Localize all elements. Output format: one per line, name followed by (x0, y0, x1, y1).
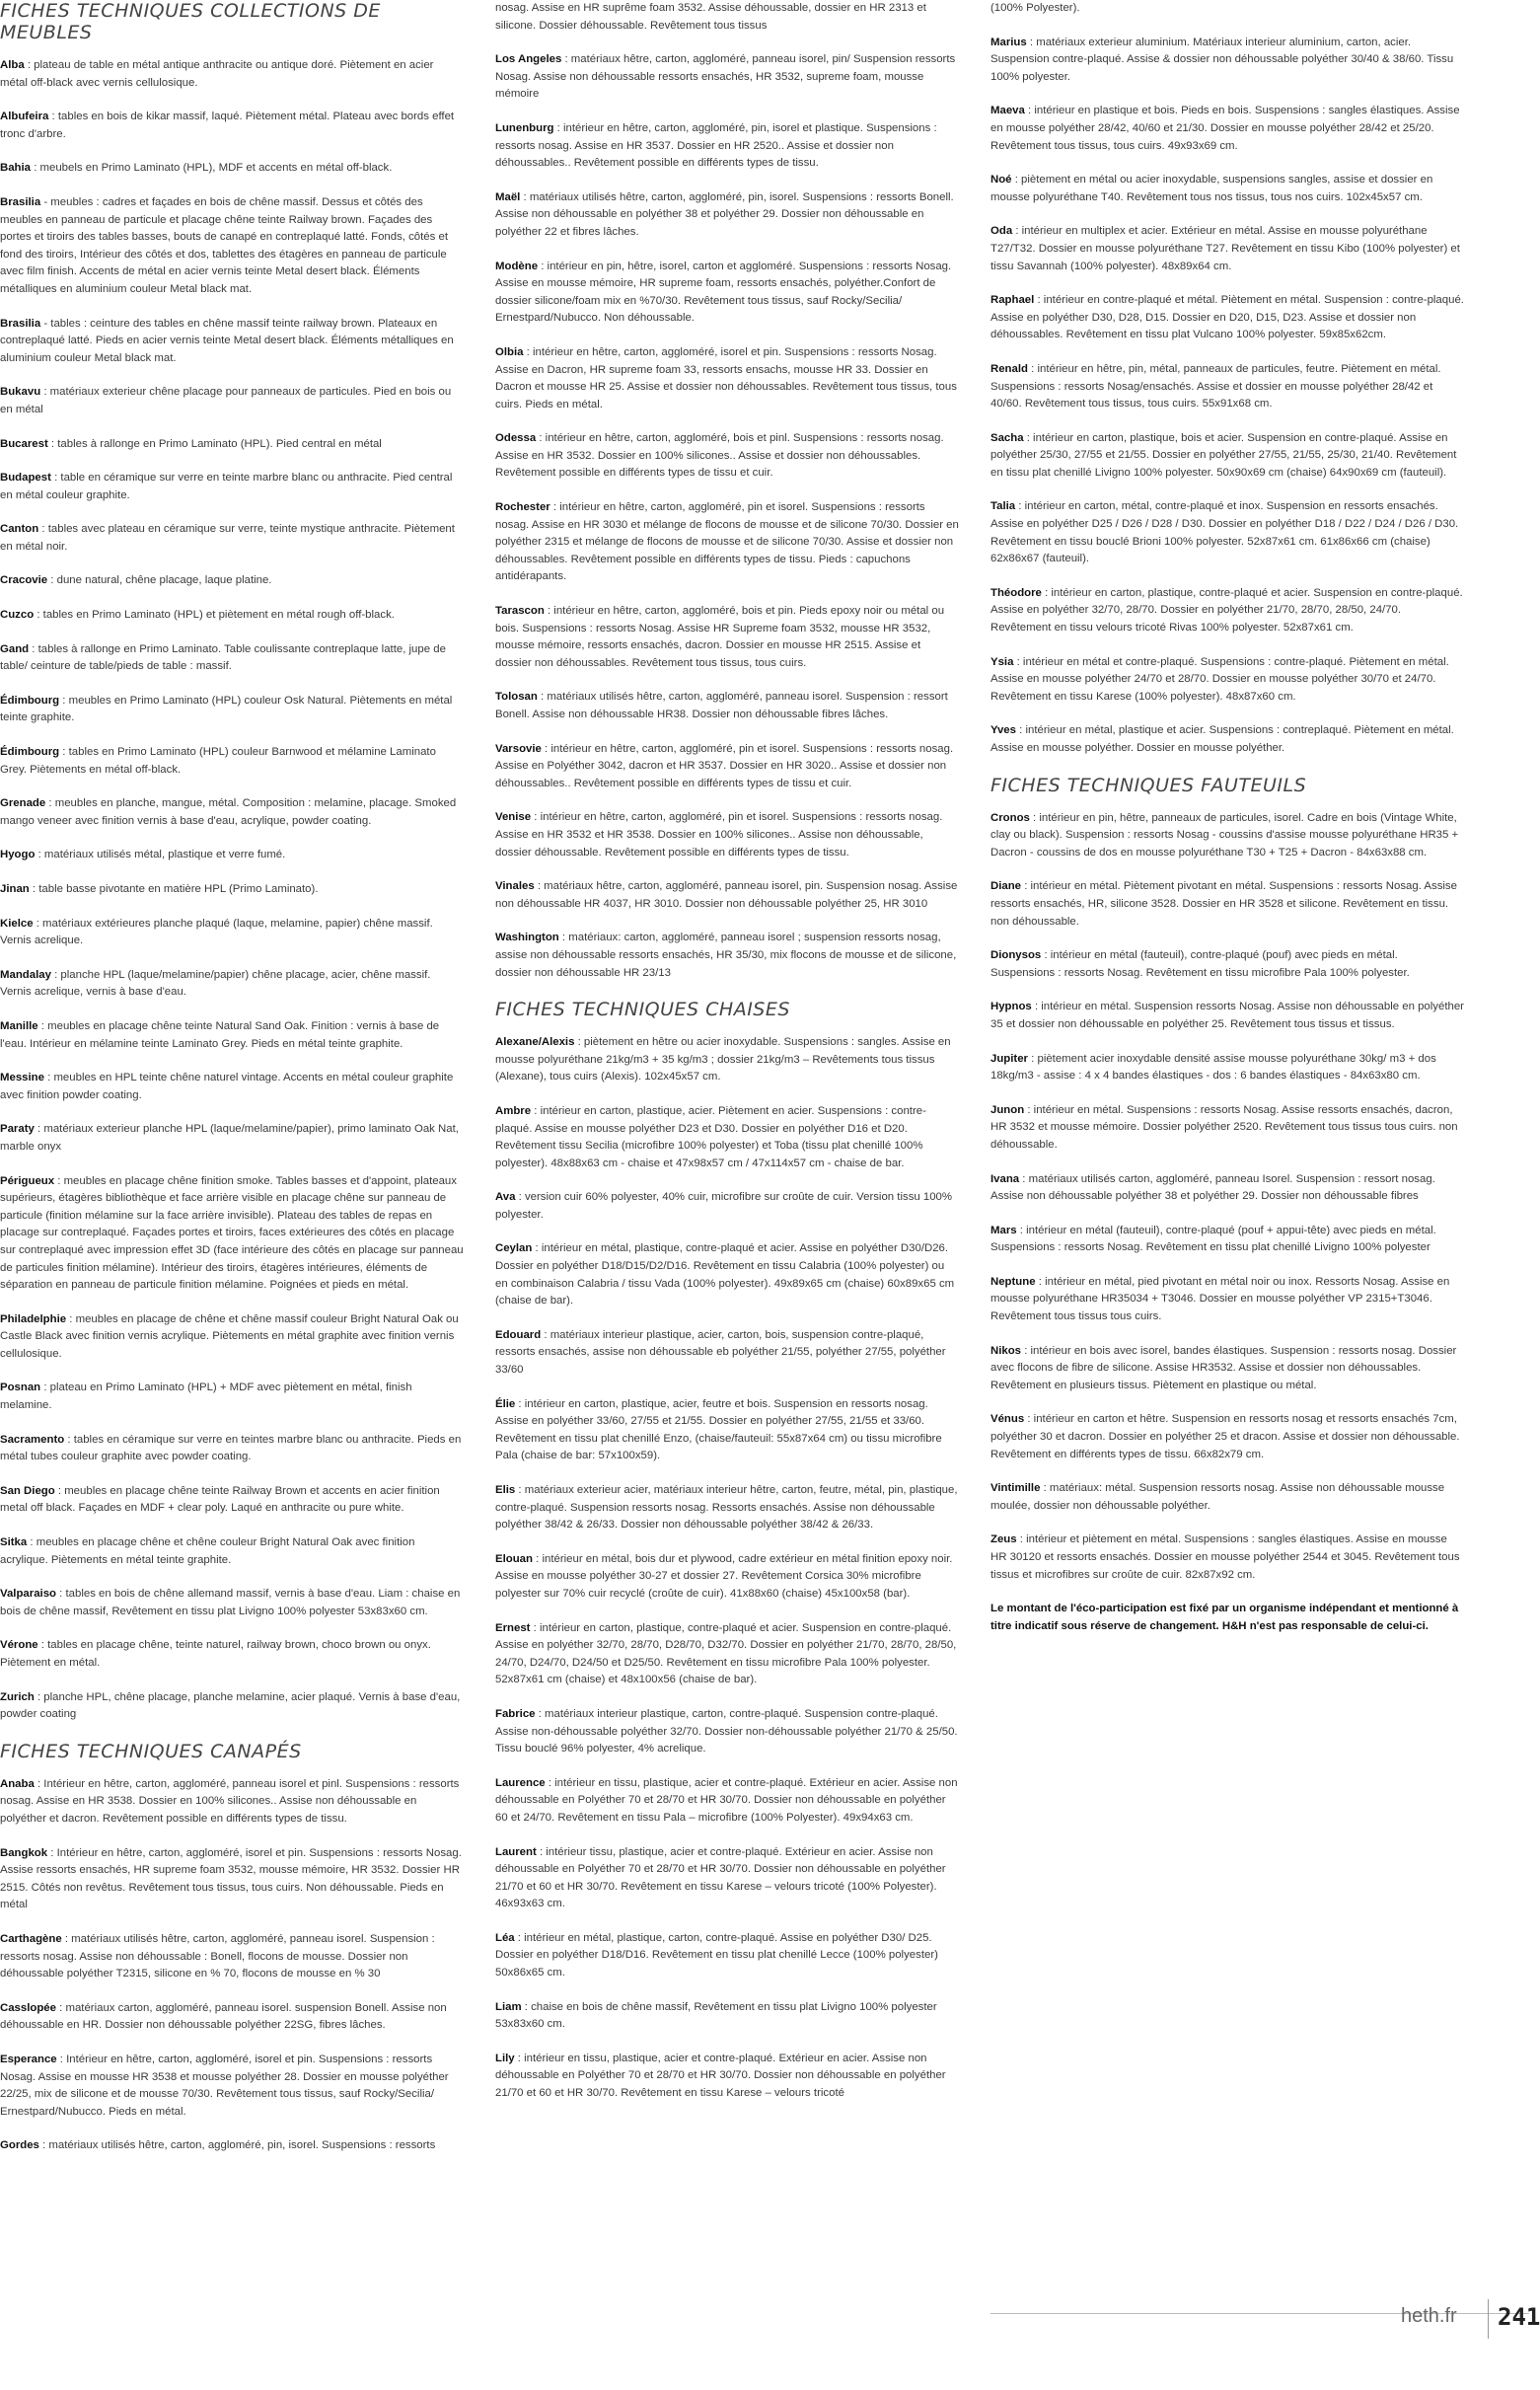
product-description: : meubles en placage chêne et chêne couleur Bright Natural Oak avec finition acrylique. Piètements en métal teinte graphite. (0, 1536, 415, 1566)
product-name: Fabrice (495, 1707, 536, 1720)
product-entry (0, 1776, 464, 1829)
product-entry (990, 103, 1464, 155)
product-name: Lily (495, 2052, 515, 2064)
product-description: : matériaux utilisés carton, aggloméré, panneau Isorel. Suspension : ressort nosag. Assise non déhoussable polyéther 38 et polyéther 29. Dossier non déhoussable fibres (990, 1172, 1435, 1203)
product-name: Renald (990, 362, 1028, 375)
product-entry (495, 1034, 959, 1086)
product-description: : table en céramique sur verre en teinte marbre blanc ou anthracite. Pied central en métal couleur graphite. (0, 472, 453, 501)
product-entry (0, 160, 464, 178)
product-name: Neptune (990, 1275, 1036, 1288)
product-name: Kielce (0, 917, 34, 930)
product-name: Périgueux (0, 1174, 55, 1187)
product-description: - tables : ceinture des tables en chêne massif teinte railway brown. Plateaux en contreplaqué latté. Pieds en acier vernis teinte Metal desert black. Éléments métalliques en aluminium couleur Metal black mat. (0, 317, 454, 364)
product-name: Mandalay (0, 968, 51, 981)
product-name: Elis (495, 1484, 516, 1496)
product-description: : intérieur en métal, pied pivotant en métal noir ou inox. Ressorts Nosag. Assise en mousse polyuréthane HR35034 + T3046. Dossier en mousse polyéther VP 2315+T3046. Revêtement tous tissus tous cuirs. (990, 1275, 1450, 1323)
product-name: Laurent (495, 1845, 537, 1858)
product-description: : tables en placage chêne, teinte naturel, railway brown, choco brown ou onyx. Piètement en métal. (0, 1639, 431, 1669)
product-name: San Diego (0, 1484, 55, 1497)
column-right (990, 0, 1464, 1635)
product-name: Washington (495, 932, 559, 944)
product-name: Paraty (0, 1123, 35, 1136)
product-name: Mars (990, 1224, 1017, 1236)
product-description: : matériaux hêtre, carton, aggloméré, panneau isorel, pin. Suspension nosag. Assise non déhoussable HR 4037, HR 3010. Dossier non déhoussable polyéther 25, HR 3010 (495, 880, 958, 910)
product-entry (495, 1844, 959, 1913)
product-description: : intérieur en hêtre, carton, aggloméré, pin et isorel. Suspensions : ressorts nosag. Assise en Polyéther 3042, dacron et HR 3537. Dossier en HR 3020.. Assise et dossier non déhoussables.. Revêtement possible en différents types de tissu et cuir. (495, 742, 954, 789)
product-entry (0, 1173, 464, 1295)
product-entry (495, 809, 959, 861)
product-description: : matériaux utilisés hêtre, carton, aggloméré, panneau isorel. Suspension : ressorts nosag. Assise non déhoussable : Bonell, flocons de mousse. Dossier non déhoussable polyéther T2315, silicone en % 70, flocons de mousse en % 30 (0, 1932, 435, 1980)
product-name: Ambre (495, 1104, 532, 1117)
product-description: : tables en Primo Laminato (HPL) couleur Barnwood et mélamine Laminato Grey. Piètements en métal off-black. (0, 746, 436, 776)
product-description: : intérieur en tissu, plastique, acier et contre-plaqué. Extérieur en acier. Assise non déhoussable en Polyéther 70 et 28/70 et HR 30/70. Dossier non déhoussable en polyéther 60 et 24/70. Revêtement en tissu Pala – microfibre (100% Polyester). 49x94x63 cm. (495, 1776, 958, 1824)
product-name: Marius (990, 36, 1027, 48)
product-description: - meubles : cadres et façades en bois de chêne massif. Dessus et côtés des meubles en panneau de particule et placage chêne teinte Railway brown. Façades des portes et tiroirs des tables basses, bouts de canapé en contreplaqué latté. Fonds, côtés et fond des tiroirs, Intérieur des côtés et dos, tablettes des étagères en panneau de particule avec film finish. Accents de métal en acier vernis teinte Metal desert black. Éléments métalliques en aluminium couleur Metal black mat. (0, 195, 449, 295)
product-name: Édimbourg (0, 694, 60, 707)
product-entry (495, 1103, 959, 1172)
product-name: Ysia (990, 655, 1014, 668)
product-name: Manille (0, 1019, 38, 1032)
product-name: Varsovie (495, 742, 542, 755)
product-name: Ernest (495, 1621, 531, 1634)
product-description: : intérieur en tissu, plastique, acier et contre-plaqué. Extérieur en acier. Assise non déhoussable en Polyéther 70 et 28/70 et HR 30/70. Dossier non déhoussable en polyéther 21/70 et 60 et HR 30/70. Revêtement en tissu Karese – velours tricoté (495, 2052, 946, 2100)
product-name: Vinales (495, 880, 535, 893)
product-name: Léa (495, 1931, 515, 1944)
product-description: : planche HPL (laque/melamine/papier) chêne placage, acier, chêne massif. Vernis acrelique, vernis à base d'eau. (0, 968, 431, 999)
product-entry (0, 1845, 464, 1914)
product-entry (495, 259, 959, 328)
product-name: Junon (990, 1103, 1025, 1116)
product-name: Messine (0, 1072, 44, 1084)
product-description: : piètement acier inoxydable densité assise mousse polyuréthane 30kg/ m3 + dos 18kg/m3 - assise : 4 x 4 bandes élastiques - dos : 6 bandes élastiques - 84x63x80 cm. (990, 1052, 1436, 1083)
product-name: Tarascon (495, 605, 545, 618)
product-name: Esperance (0, 2053, 57, 2065)
product-entry (0, 1432, 464, 1466)
product-name: Sacha (990, 431, 1024, 444)
product-entry (495, 878, 959, 913)
product-entry (990, 1051, 1464, 1085)
product-description: : intérieur en carton, plastique, contre-plaqué et acier. Suspension en contre-plaqué. Assise en polyéther 32/70, 28/70. Dossier en polyéther 21/70, 28/70, 28/50, 24/70. Revêtement en tissu velours tricoté Rivas 100% polyester. 52x87x61 cm. (990, 586, 1463, 635)
product-entry (495, 1620, 959, 1689)
product-description: : matériaux interieur plastique, acier, carton, bois, suspension contre-plaqué, ressorts ensachés, assise non déhoussable eb polyéther 21/55, polyéther 27/55, polyéther 33/60 (495, 1328, 946, 1377)
product-description: : intérieur en carton, métal, contre-plaqué et inox. Suspension en ressorts ensachés. Assise en polyéther D25 / D26 / D28 / D30. Dossier en polyéther D18 / D22 / D24 / D26 / D30. Revêtement en tissu bouclé Brioni 100% polyester. 52x87x61 cm. 61x86x66 cm (chaise) 62x86x67 (fauteuil). (990, 500, 1459, 565)
product-name: Yves (990, 724, 1016, 737)
product-name: Rochester (495, 501, 550, 514)
product-entry (495, 1327, 959, 1380)
product-description: : matériaux utilisés métal, plastique et verre fumé. (35, 849, 286, 861)
product-description: : planche HPL, chêne placage, planche melamine, acier plaqué. Vernis à base d'eau, powder coating (0, 1690, 461, 1721)
product-description: : matériaux interieur plastique, carton, contre-plaqué. Suspension contre-plaqué. Assise non-déhoussable polyéther 32/70. Dossier non-déhoussable polyéther 21/70 & 25/50. Tissu bouclé 96% polyester, 4% acrelique. (495, 1707, 958, 1755)
product-description: : intérieur en hêtre, carton, aggloméré, pin, isorel et plastique. Suspensions : ressorts nosag. Assise en HR 3537. Dossier en HR 2520.. Assise et dossier non déhoussables.. Revêtement possible en différents types de tissu. (495, 121, 937, 170)
product-description: : matériaux utilisés hêtre, carton, aggloméré, pin, isorel. Suspensions : ressorts (38, 2139, 436, 2152)
product-name: Bucarest (0, 437, 48, 450)
product-name: Carthagène (0, 1932, 62, 1945)
product-name: Noé (990, 174, 1012, 187)
product-description: : matériaux: carton, aggloméré, panneau isorel ; suspension ressorts nosag, assise non déhoussable ressorts ensachés, HR 35/30, mix flocons de mousse et de silicone, dossier non déhoussable HR 23/13 (495, 932, 957, 979)
product-description: : tables à rallonge en Primo Laminato (HPL). Pied central en métal (47, 437, 382, 450)
product-description: : intérieur en hêtre, carton, aggloméré, pin et isorel. Suspensions : ressorts nosag. Assise en HR 3532 et HR 3538. Dossier en 100% silicones.. Assise non déhoussable, dossier déhoussable. Revêtement possible en différents types de tissu. (495, 811, 943, 859)
product-name: Talia (990, 500, 1016, 513)
product-description: nosag. Assise en HR suprême foam 3532. Assise déhoussable, dossier en HR 2313 et silicone. Dossier déhoussable. Revêtement tous tissus (495, 2, 926, 32)
product-entry (0, 2137, 464, 2155)
product-entry (0, 641, 464, 676)
product-description: : intérieur en métal, plastique, carton, contre-plaqué. Assise en polyéther D30/ D25. Dossier en polyéther D18/D16. Revêtement en tissu plat chenillé Lecce (100% polyester) 50x86x65 cm. (495, 1931, 938, 1979)
product-description: : intérieur en pin, hêtre, panneaux de particules, isorel. Cadre en bois (Vintage White, clay ou black). Suspension : ressorts Nosag - coussins d'assise mousse polyuréthane HR35 + Dacron - coussins de dos en mousse polyuréthane T30 + T25 + Dacron - 84x63x88 cm. (990, 811, 1459, 859)
product-description: : plateau en Primo Laminato (HPL) + MDF avec piètement en métal, finish melamine. (0, 1382, 412, 1412)
product-entry (0, 521, 464, 556)
product-entry (0, 109, 464, 143)
product-entry (0, 1311, 464, 1364)
product-entry (990, 947, 1464, 982)
product-entry (0, 1483, 464, 1518)
product-entry (990, 35, 1464, 87)
product-description: : intérieur tissu, plastique, acier et contre-plaqué. Extérieur en acier. Assise non déhoussable en Polyéther 70 et 28/70 et HR 30/70. Dossier non déhoussable en polyéther 21/70 et 60 et HR 30/70. Revêtement en tissu Karese – velours tricoté (100% Polyester). 46x93x63 cm. (495, 1845, 946, 1910)
product-description: : tables avec plateau en céramique sur verre, teinte mystique anthracite. Piètement en métal noir. (0, 523, 455, 553)
product-description: : intérieur en carton, plastique, contre-plaqué et acier. Suspension en contre-plaqué. Assise en polyéther 32/70, 28/70, D28/70, D32/70. Dossier en polyéther 21/70, 28/70, 28/50, 24/70, D24/70, D24/50 et D25/50. Revêtement en tissu microfibre Pala 100% polyester. 52x87x61 cm (chaise) et 48x100x56 (chaise de bar). (495, 1621, 957, 1686)
product-name: Hypnos (990, 1001, 1032, 1013)
product-description: : intérieur en contre-plaqué et métal. Piètement en métal. Suspension : contre-plaqué. Assise en polyéther D30, D28, D15. Dossier en D20, D15, D23. Assise et dossier non déhoussables. Revêtement en tissu plat Vulcano 100% polyester. 59x85x62cm. (990, 294, 1464, 341)
product-description: : intérieur en carton, plastique, acier, feutre et bois. Suspension en ressorts nosag. Assise en polyéther 33/60, 27/55 et 21/55. Dossier en polyéther 27/55, 21/55 et 33/60. Revêtement en tissu plat chenillé Enzo, (chaise/fauteuil: 55x87x64 cm) ou tissu microfibre Pala (chaise de bar: 57x100x59). (495, 1397, 942, 1462)
product-name: Ceylan (495, 1242, 533, 1255)
product-description: : dune natural, chêne placage, laque platine. (47, 574, 272, 587)
product-entry (990, 1171, 1464, 1206)
section-title: FICHES TECHNIQUES FAUTEUILS (990, 774, 1307, 796)
product-description: : matériaux exterieur acier, matériaux interieur hêtre, carton, feutre, métal, pin, plastique, contre-plaqué. Suspension ressorts nosag. Ressorts ensachés. Assise non déhoussable polyéther 38/42 & 26/33. Dossier non déhoussable polyéther 38/42 & 26/33. (495, 1484, 958, 1531)
product-description: : intérieur en carton et hêtre. Suspension en ressorts nosag et ressorts ensachés 7cm, polyéther 30 et dacron. Dossier en polyéther 25 et dracon. Assise et dossier non déhoussable. Revêtement en différents types de tissu. 66x82x79 cm. (990, 1413, 1460, 1460)
product-entry (0, 847, 464, 864)
product-description: : intérieur en hêtre, carton, aggloméré, bois et pinl. Suspensions : ressorts nosag. Assise en HR 3532. Dossier en 100% silicones.. Assise et dossier non déhoussables. Revêtement possible en différents types de tissu et cuir. (495, 432, 944, 480)
product-description: : tables à rallonge en Primo Laminato. Table coulissante contreplaque latte, jupe de table/ ceinture de table/pieds de table : massif. (0, 642, 446, 673)
product-name: Tolosan (495, 691, 538, 704)
product-entry (495, 1706, 959, 1758)
product-name: Venise (495, 811, 532, 824)
product-name: Gand (0, 642, 30, 655)
product-name: Élie (495, 1397, 516, 1410)
product-entry (495, 741, 959, 793)
product-name: Edouard (495, 1328, 542, 1341)
product-entry (0, 916, 464, 950)
product-entry (990, 1531, 1464, 1584)
product-entry (0, 1121, 464, 1156)
eco-participation-note: Le montant de l'éco-participation est fixé par un organisme indépendant et mentionné à titre indicatif sous réserve de changement. H&H n'est pas responsable de celui-ci. (990, 1603, 1459, 1632)
product-entry (0, 2000, 464, 2035)
product-name: Valparaiso (0, 1588, 56, 1601)
product-description: : intérieur et piètement en métal. Suspensions : sangles élastiques. Assise en mousse HR 30120 et ressorts ensachés. Dossier en mousse polyéther 2544 et 3045. Revêtement tous tissus et microfibres sur croûte de cuir. 82x87x92 cm. (990, 1533, 1460, 1581)
product-name: Philadelphie (0, 1312, 67, 1325)
product-entry (495, 1999, 959, 2034)
product-entry (0, 744, 464, 779)
product-entry (0, 1070, 464, 1104)
product-name: Maël (495, 190, 521, 203)
product-name: Canton (0, 523, 39, 536)
product-entry (495, 1551, 959, 1604)
product-name: Ava (495, 1191, 516, 1204)
product-description: : Intérieur en hêtre, carton, aggloméré, panneau isorel et pinl. Suspensions : ressorts nosag. Assise en HR 3538. Dossier en 100% silicones.. Assise non déhoussable en polyéther et dacron. Revêtement possible en différents types de tissu. (0, 1777, 460, 1825)
product-description: : intérieur en carton, plastique, acier. Piètement en acier. Suspensions : contre-plaqué. Assise en mousse polyéther D23 et D30. Dossier en polyéther D16 et D20. Revêtement tissu Secilia (microfibre 100% polyester) et Toba (tissu plat chenillé 100% polyester). 48x88x63 cm - chaise et 47x98x57 cm / 47x114x57 cm - chaise de bar. (495, 1104, 926, 1169)
product-name: Jinan (0, 883, 30, 895)
product-description: : meubles en placage chêne teinte Natural Sand Oak. Finition : vernis à base de l'eau. Intérieur en mélamine teinte Laminato Grey. Pieds en métal teinte graphite. (0, 1019, 440, 1050)
product-entry (990, 361, 1464, 413)
product-entry (0, 436, 464, 454)
product-entry (990, 1480, 1464, 1515)
product-entry (990, 292, 1464, 344)
product-entry (495, 603, 959, 672)
product-entry (990, 172, 1464, 206)
product-description: : tables en bois de chêne allemand massif, vernis à base d'eau. Liam : chaise en bois de chêne massif, Revêtement en tissu plat Livigno 100% polyester 53x83x60 cm. (0, 1588, 461, 1617)
product-description: : matériaux hêtre, carton, aggloméré, panneau isorel, pin/ Suspension ressorts Nosag. Assise non déhoussable ressorts ensachés, HR 3532, supreme foam, mousse mémoire (495, 53, 956, 101)
product-entry (990, 0, 1464, 18)
product-entry (0, 1018, 464, 1053)
product-name: Gordes (0, 2139, 39, 2152)
product-entry (495, 120, 959, 173)
product-name: Cracovie (0, 574, 48, 587)
product-description: : intérieur en hêtre, carton, aggloméré, bois et pin. Pieds epoxy noir ou métal ou bois. Suspensions : ressorts Nosag. Assise HR Supreme foam 3532, mousse HR 3532, mousse mémoire, ressorts ensachés, dacron. Dossier en mousse HR 2515. Assise et dossier non déhoussables. Revêtement tous tissus, tous cuirs. (495, 605, 945, 669)
product-description: : matériaux utilisés hêtre, carton, aggloméré, pin, isorel. Suspensions : ressorts Bonell. Assise non déhoussable en polyéther 38 et polyéther 29. Dossier non déhoussable en polyéther 22 et fibres lâches. (495, 190, 954, 238)
product-description: : meubles en Primo Laminato (HPL) couleur Osk Natural. Piètements en métal teinte graphite. (0, 694, 453, 724)
product-description: : intérieur en métal, bois dur et plywood, cadre extérieur en métal finition epoxy noir. Assise en mousse polyéther 30-27 et dossier 27. Revêtement Corsica 30% microfibre polyester sur 70% cuir recyclé (croûte de cuir). 41x88x60 (chaise) 45x100x58 (bar). (495, 1552, 953, 1600)
product-name: Grenade (0, 797, 46, 810)
product-name: Ivana (990, 1172, 1020, 1185)
product-name: Zeus (990, 1533, 1017, 1546)
product-description: : tables en céramique sur verre en teintes marbre blanc ou anthracite. Pieds en métal tubes couleur graphite avec powder coating. (0, 1433, 462, 1463)
product-name: Cronos (990, 811, 1030, 824)
product-description: : Intérieur en hêtre, carton, aggloméré, isorel et pin. Suspensions : ressorts Nosag. Assise ressorts ensachés, HR supreme foam 3532, mousse mémoire, HR 3532. Dossier HR 2515. Côtés non revêtus. Revêtement tous tissus, tous cuirs. Non déhoussable. Pieds en métal (0, 1846, 462, 1911)
product-entry (495, 0, 959, 35)
product-entry (990, 1343, 1464, 1395)
product-name: Los Angeles (495, 53, 562, 66)
product-name: Budapest (0, 472, 51, 485)
product-entry (990, 999, 1464, 1033)
product-description: : intérieur en bois avec isorel, bandes élastiques. Suspension : ressorts nosag. Dossier avec flocons de fibre de silicone. Assise HR3532. Assise et dossier non déhoussables. Revêtement en plusieurs tissus. Piètement en plastique ou métal. (990, 1344, 1457, 1391)
product-entry (990, 654, 1464, 707)
product-entry (0, 470, 464, 504)
product-entry (0, 1689, 464, 1724)
product-description: : table basse pivotante en matière HPL (Primo Laminato). (29, 883, 319, 895)
product-entry (495, 51, 959, 104)
product-entry (0, 967, 464, 1002)
product-entry (0, 57, 464, 92)
product-description: : chaise en bois de chêne massif, Revêtement en tissu plat Livigno 100% polyester 53x83x60 cm. (495, 2000, 937, 2031)
product-description: : version cuir 60% polyester, 40% cuir, microfibre sur croûte de cuir. Version tissu 100% polyester. (495, 1191, 953, 1221)
product-name: Bukavu (0, 386, 41, 399)
product-entry (0, 316, 464, 368)
product-entry (495, 1240, 959, 1309)
product-name: Modène (495, 260, 539, 272)
product-entry (0, 1931, 464, 1983)
product-entry (990, 430, 1464, 483)
product-entry (495, 189, 959, 242)
product-name: Vintimille (990, 1482, 1041, 1495)
column-middle (495, 0, 959, 2120)
product-name: Hyogo (0, 849, 36, 861)
product-description: : meubles en HPL teinte chêne naturel vintage. Accents en métal couleur graphite avec finition powder coating. (0, 1072, 454, 1101)
product-entry (990, 1411, 1464, 1463)
product-name: Vérone (0, 1639, 38, 1652)
product-name: Bahia (0, 162, 32, 175)
product-entry (495, 1396, 959, 1465)
product-description: : intérieur en métal, plastique et acier. Suspensions : contreplaqué. Piètement en métal. Assise en mousse polyéther. Dossier en mousse polyéther. (990, 724, 1454, 754)
product-description: : meubles en placage de chêne et chêne massif couleur Bright Natural Oak ou Castle Black avec finition vernis acrylique. Piètements en métal graphite avec finition vernis cellulosique. (0, 1312, 459, 1360)
product-description: : intérieur en métal et contre-plaqué. Suspensions : contre-plaqué. Piètement en métal. Assise en mousse polyéther 24/70 et 28/70. Dossier en mousse polyéther 30/70 et 24/70. Revêtement en tissu Karese (100% polyester). 48x87x60 cm. (990, 655, 1449, 703)
product-entry (0, 1637, 464, 1672)
product-name: Anaba (0, 1777, 35, 1790)
product-entry (0, 881, 464, 899)
product-entry (990, 878, 1464, 931)
page-number: 241 (1498, 2303, 1540, 2331)
product-entry (495, 1189, 959, 1224)
section-title: FICHES TECHNIQUES CHAISES (495, 999, 790, 1021)
product-description: : intérieur en hêtre, pin, métal, panneaux de particules, feutre. Piètement en métal. Suspensions : ressorts Nosag/ensachés. Assise et dossier en mousse polyéther 28/42 et 40/60. Revêtement tous tissus, tous cuirs. 55x91x68 cm. (990, 362, 1441, 411)
product-description: : matériaux exterieur aluminium. Matériaux interieur aluminium, carton, acier. Suspension contre-plaqué. Assise & dossier non déhoussable polyéther 30/40 & 38/60. Tissu 100% polyester. (990, 36, 1454, 83)
product-description: : intérieur en métal (fauteuil), contre-plaqué (pouf) avec pieds en métal. Suspensions : ressorts Nosag. Revêtement en tissu microfibre Pala 100% polyester. (990, 949, 1410, 979)
product-entry (495, 499, 959, 586)
product-description: : intérieur en métal. Piètement pivotant en métal. Suspensions : ressorts Nosag. Assise ressorts ensachés, HR, silicone 3528. Dossier en HR 3528 et silicone. Revêtement en tissu. non déhoussable. (990, 880, 1457, 928)
product-name: Casslopée (0, 2001, 56, 2014)
product-name: Brasilia (0, 195, 41, 208)
product-entry (495, 1482, 959, 1534)
product-name: Raphael (990, 294, 1035, 307)
product-name: Liam (495, 2000, 522, 2013)
product-description: : tables en Primo Laminato (HPL) et piètement en métal rough off-black. (34, 609, 395, 622)
product-name: Sitka (0, 1536, 28, 1549)
product-entry (990, 498, 1464, 567)
product-entry (495, 2051, 959, 2103)
product-name: Brasilia (0, 317, 41, 330)
footer-divider (1488, 2299, 1489, 2339)
product-description: : meubles en placage chêne teinte Railway Brown et accents en acier finition metal off black. Façades en MDF + clear poly. Laqué en anthracite ou pure white. (0, 1484, 440, 1515)
section-title: FICHES TECHNIQUES CANAPÉS (0, 1740, 302, 1762)
product-description: : intérieur en métal, plastique, contre-plaqué et acier. Assise en polyéther D30/D26. Dossier en polyéther D18/D15/D2/D16. Revêtement en tissu Calabria (100% polyester) ou en combinaison Calabria / tissu Vada (100% polyester). 49x89x65 cm (chaise) 60x89x65 cm (chaise de bar). (495, 1242, 955, 1307)
product-name: Diane (990, 880, 1022, 893)
product-description: : plateau de table en métal antique anthracite ou antique doré. Piètement en acier métal off-black avec vernis cellulosique. (0, 59, 434, 89)
product-description: : intérieur en hêtre, carton, aggloméré, isorel et pin. Suspensions : ressorts Nosag. Assise en Dacron, HR supreme foam 33, ressorts ensachs, mousse HR 33. Dossier en Dacron et mousse HR 25. Assise et dossier non déhoussables. Revêtement tous tissus, tous cuirs. Pieds en métal. (495, 345, 957, 411)
product-entry (495, 430, 959, 483)
product-name: Sacramento (0, 1433, 65, 1446)
product-entry (990, 810, 1464, 862)
product-name: Théodore (990, 586, 1042, 599)
product-name: Oda (990, 225, 1013, 238)
product-entry (0, 693, 464, 727)
product-name: Cuzco (0, 609, 35, 622)
product-description: : Intérieur en hêtre, carton, aggloméré, isorel et pin. Suspensions : ressorts Nosag. Assise en mousse HR 3538 et mousse polyéther 28. Dossier en mousse polyéther 22/25, mix de silicone et de mousse 70/30. Revêtement tous tissus, sauf Rocky/Secilia/ Ernestpard/Nubucco. Pieds en métal. (0, 2053, 449, 2118)
product-name: Elouan (495, 1552, 533, 1565)
product-entry (990, 223, 1464, 275)
product-entry (0, 572, 464, 590)
product-description: : piètement en métal ou acier inoxydable, suspensions sangles, assise et dossier en mousse polyuréthane T40. Revêtement tous nos tissus, tous nos cuirs. 102x45x57 cm. (990, 174, 1433, 203)
product-entry (990, 1274, 1464, 1326)
product-name: Édimbourg (0, 746, 60, 759)
product-entry (0, 1586, 464, 1620)
product-description: : matériaux carton, aggloméré, panneau isorel. suspension Bonell. Assise non déhoussable en HR. Dossier non déhoussable polyéther 22SG, fibres lâches. (0, 2001, 447, 2032)
product-description: : meubles en placage chêne finition smoke. Tables basses et d'appoint, plateaux supérieurs, étagères bibliothèque et face arrière visible en placage chêne sur panneau de particule (finition mélamine sur la face arrière invisible). Plateau des tables de repas en placage sur contreplaqué. Façades portes et tiroirs, faces extérieures des côtés en placage sur contreplaqué avec impression effet 3D (face intérieure des côtés en placage sur panneau de particules finition mélamine). Intérieur des tiroirs, étagères intérieures, éléments de séparation en panneau de particule finition mélamine. Poignées et pieds en métal. (0, 1174, 464, 1292)
product-description: : intérieur en carton, plastique, bois et acier. Suspension en contre-plaqué. Assise en polyéther 25/30, 27/55 et 21/55. Dossier en polyéther 27/55, 21/55, 25/30, 21/40. Revêtement en tissu plat chenillé Livigno 100% polyester. 50x90x69 cm (chaise) 64x90x69 cm (fauteuil). (990, 431, 1457, 479)
product-name: Zurich (0, 1690, 35, 1703)
product-description: : matériaux exterieur chêne placage pour panneaux de particules. Pied en bois ou en métal (0, 386, 452, 415)
product-description: : intérieur en pin, hêtre, isorel, carton et aggloméré. Suspensions : ressorts Nosag. Assise en mousse mémoire, HR supreme foam, ressorts ensachés, polyéther.Confort de dossier silicone/foam mix en %70/30. Revêtement tous tissus, sauf Rocky/Secilia/ Ernestpard/Nubucco. Non déhoussable. (495, 260, 952, 325)
product-description: : meubles en planche, mangue, métal. Composition : melamine, placage. Smoked mango veneer avec finition vernis à base d'eau, acrylique, powder coating. (0, 797, 457, 827)
product-name: Olbia (495, 345, 524, 358)
product-name: Posnan (0, 1382, 41, 1394)
product-description: : intérieur en métal. Suspensions : ressorts Nosag. Assise ressorts ensachés, dacron, HR 3532 et mousse mémoire. Dossier polyéther 2520. Revêtement tous tissus tous cuirs. non déhoussable. (990, 1103, 1458, 1151)
product-description: : matériaux extérieures planche plaqué (laque, melamine, papier) chêne massif. Vernis acrelique. (0, 917, 433, 947)
product-entry (0, 607, 464, 625)
product-entry (990, 1102, 1464, 1155)
product-name: Alexane/Alexis (495, 1036, 575, 1049)
product-name: Lunenburg (495, 121, 554, 134)
product-name: Albufeira (0, 111, 49, 123)
product-description: : piètement en hêtre ou acier inoxydable. Suspensions : sangles. Assise en mousse polyuréthane 21kg/m3 + 35 kg/m3 ; dossier 21kg/m3 – Revêtements tous tissus (Alexane), tous cuirs (Alexis). 102x45x57 cm. (495, 1036, 951, 1083)
product-description: : intérieur en hêtre, carton, aggloméré, pin et isorel. Suspensions : ressorts nosag. Assise en HR 3030 et mélange de flocons de mousse et de silicone 70/30. Dossier en polyéther 2315 et mélange de flocons de mousse et de silicone 70/30. Assise et dossier non déhoussables. Revêtement possible en différents types de tissu. Pieds : capuchons antidérapants. (495, 501, 959, 583)
product-description: : matériaux: métal. Suspension ressorts nosag. Assise non déhoussable mousse moulée, dossier non déhoussable polyéther. (990, 1482, 1445, 1512)
product-description: (100% Polyester). (990, 2, 1080, 14)
product-name: Dionysos (990, 949, 1042, 962)
product-entry (0, 795, 464, 830)
product-entry (495, 1930, 959, 1982)
product-entry (0, 2052, 464, 2121)
product-description: : matériaux utilisés hêtre, carton, aggloméré, panneau isorel. Suspension : ressort Bonell. Assise non déhoussable HR38. Dossier non déhoussable fibres lâches. (495, 691, 948, 720)
product-entry (495, 930, 959, 982)
product-name: Alba (0, 59, 25, 71)
product-name: Bangkok (0, 1846, 48, 1859)
product-name: Laurence (495, 1776, 546, 1789)
product-entry (0, 1380, 464, 1414)
product-entry (495, 344, 959, 413)
product-name: Maeva (990, 105, 1025, 117)
product-description: : tables en bois de kikar massif, laqué. Piètement métal. Plateau avec bords effet tronc d'arbre. (0, 111, 455, 140)
product-name: Jupiter (990, 1052, 1028, 1065)
product-entry (0, 1534, 464, 1569)
product-name: Nikos (990, 1344, 1022, 1357)
site-url: heth.fr (1401, 2305, 1457, 2327)
product-name: Vénus (990, 1413, 1025, 1426)
product-description: : intérieur en métal. Suspension ressorts Nosag. Assise non déhoussable en polyéther 35 et dossier non déhoussable en polyéther 25. Revêtement tous tissus et tissus. (990, 1001, 1464, 1030)
product-description: : matériaux exterieur planche HPL (laque/melamine/papier), primo laminato Oak Nat, marble onyx (0, 1123, 459, 1153)
product-entry (495, 689, 959, 723)
product-entry (495, 1775, 959, 1828)
product-entry (990, 1223, 1464, 1257)
product-entry (990, 722, 1464, 757)
product-description: : intérieur en plastique et bois. Pieds en bois. Suspensions : sangles élastiques. Assise en mousse polyéther 28/42, 40/60 et 21/30. Dossier en mousse polyéther 28/42 et 25/20. Revêtement tous tissus, tous cuirs. 49x93x69 cm. (990, 105, 1460, 152)
product-entry (0, 384, 464, 418)
product-description: : meubels en Primo Laminato (HPL), MDF et accents en métal off-black. (31, 162, 393, 175)
column-left (0, 0, 464, 2172)
product-name: Odessa (495, 432, 537, 445)
product-description: : intérieur en métal (fauteuil), contre-plaqué (pouf + appui-tête) avec pieds en métal. Suspensions : ressorts Nosag. Revêtement en tissu plat chenillé Livigno 100% polyester (990, 1224, 1436, 1254)
product-entry (0, 194, 464, 299)
product-entry (990, 585, 1464, 637)
product-description: : intérieur en multiplex et acier. Extérieur en métal. Assise en mousse polyuréthane T27/T32. Dossier en mousse polyuréthane T27. Revêtement en tissu Kibo (100% polyester) et tissu Savannah (100% polyester). 48x89x64 cm. (990, 225, 1460, 272)
section-title: FICHES TECHNIQUES COLLECTIONS DE MEUBLES (0, 0, 381, 43)
